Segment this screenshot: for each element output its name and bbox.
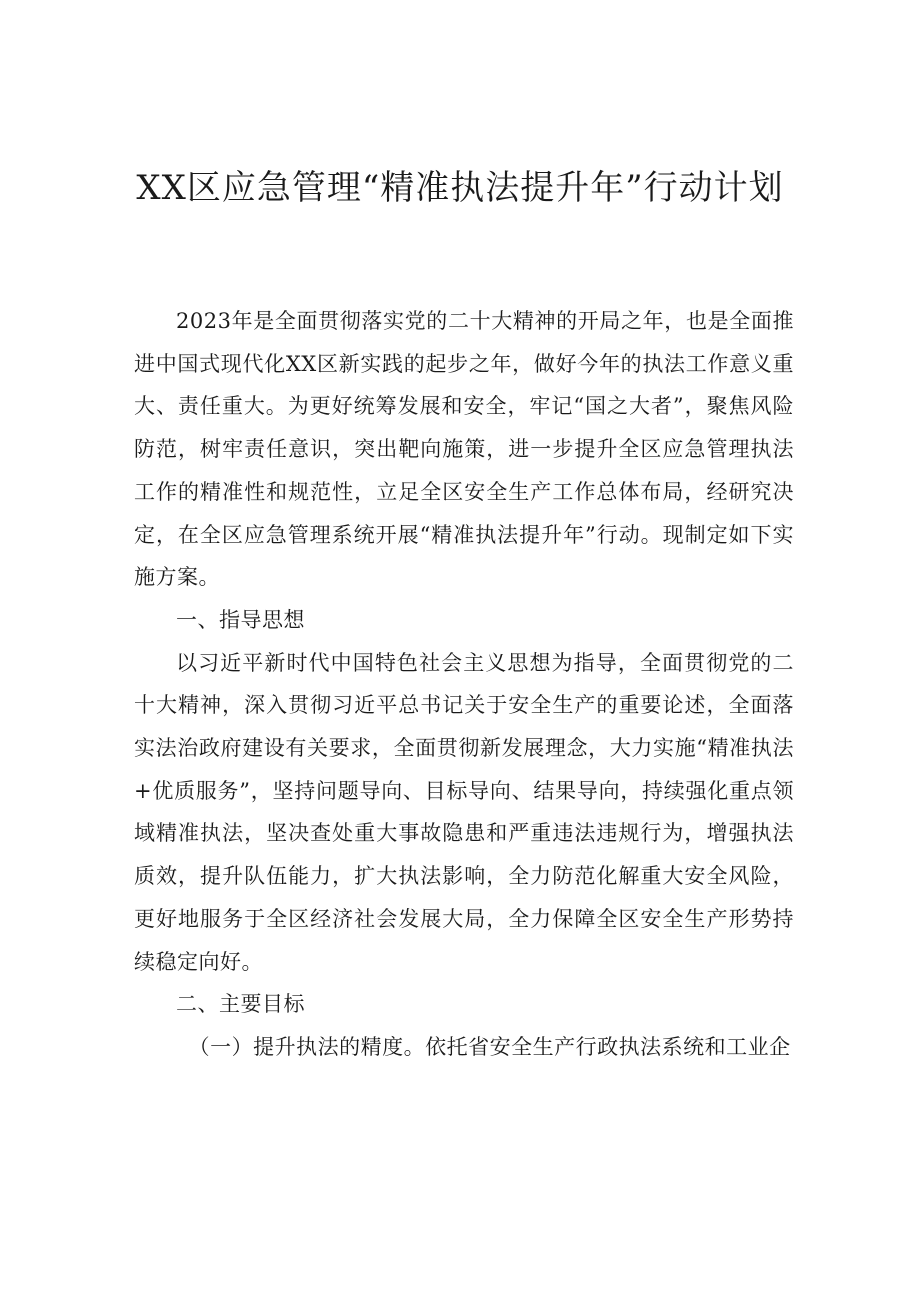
goal-paragraph-1: （一）提升执法的精度。依托省安全生产行政执法系统和工业企	[188, 1034, 791, 1059]
intro-paragraph: 2023年是全面贯彻落实党的二十大精神的开局之年，也是全面推进中国式现代化XX区新实践的起步之年，做好今年的执法工作意义重大、责任重大。为更好统筹发展和安全，牢记“国之大者”，聚焦风险防范，树牢责任意识，突出靶向施策，进一步提升全区应急管理执法工作的精准性和规范性，立足全区安全生产工作总体布局，经研究决定，在全区应急管理系统开展“精准执法提升年”行动。现制定如下实施方案。	[134, 309, 794, 590]
guiding-thought-paragraph: 以习近平新时代中国特色社会主义思想为指导，全面贯彻党的二十大精神，深入贯彻习近平总书记关于安全生产的重要论述，全面落实法治政府建设有关要求，全面贯彻新发展理念，大力实施“精准执法+优质服务”，坚持问题导向、目标导向、结果导向，持续强化重点领域精准执法，坚决查处重大事故隐患和严重违法违规行为，增强执法质效，提升队伍能力，扩大执法影响，全力防范化解重大安全风险，更好地服务于全区经济社会发展大局，全力保障全区安全生产形势持续稳定向好。	[134, 650, 794, 974]
section-heading-main-goals: 二、主要目标	[176, 992, 305, 1017]
document-body	[134, 300, 794, 1069]
document-title: XX区应急管理“精准执法提升年”行动计划	[136, 168, 784, 208]
section-heading-guiding-thought: 一、指导思想	[176, 607, 305, 632]
